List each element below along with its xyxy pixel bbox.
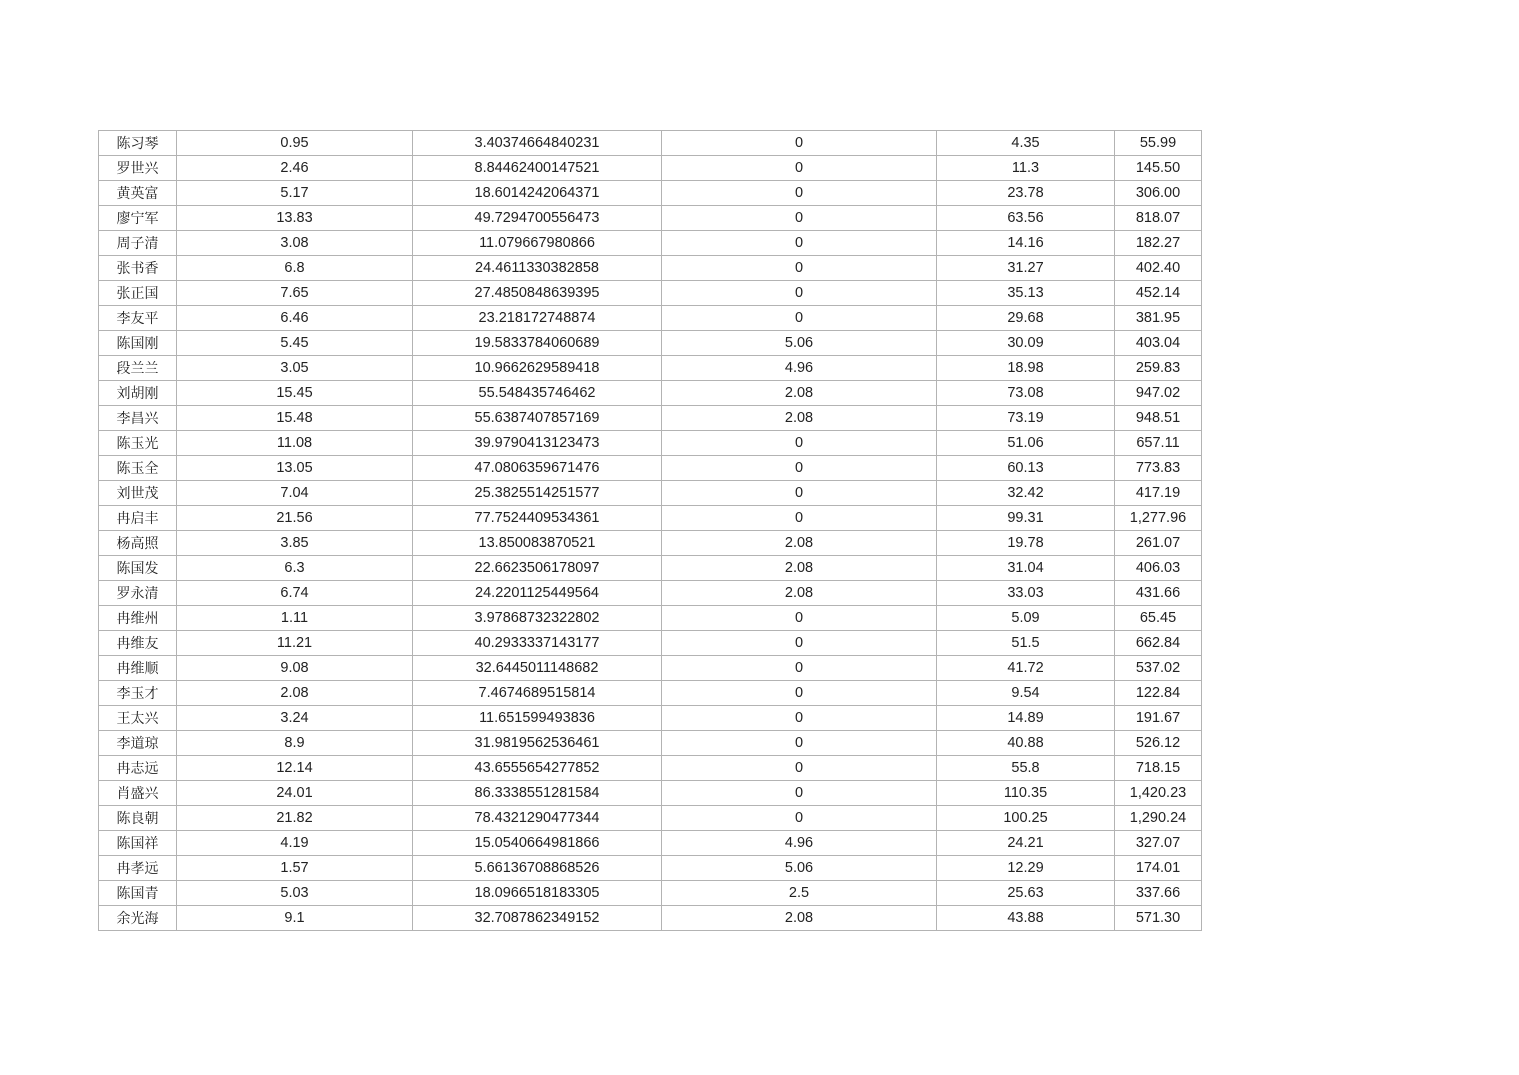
value-cell-2[interactable]: 24.2201125449564: [413, 581, 662, 606]
value-cell-1[interactable]: 21.56: [177, 506, 413, 531]
value-cell-3[interactable]: 2.08: [662, 531, 937, 556]
value-cell-4[interactable]: 31.27: [937, 256, 1115, 281]
value-cell-2[interactable]: 23.218172748874: [413, 306, 662, 331]
value-cell-1[interactable]: 6.74: [177, 581, 413, 606]
value-cell-4[interactable]: 51.5: [937, 631, 1115, 656]
value-cell-2[interactable]: 10.9662629589418: [413, 356, 662, 381]
value-cell-3[interactable]: 0: [662, 506, 937, 531]
value-cell-4[interactable]: 35.13: [937, 281, 1115, 306]
table-row: [99, 181, 1202, 206]
value-cell-2[interactable]: 18.6014242064371: [413, 181, 662, 206]
value-cell-2[interactable]: 47.0806359671476: [413, 456, 662, 481]
name-cell[interactable]: 周子清: [99, 231, 177, 256]
value-cell-4[interactable]: 31.04: [937, 556, 1115, 581]
value-cell-1[interactable]: 7.65: [177, 281, 413, 306]
table-row: [99, 856, 1202, 881]
amount-cell[interactable]: 417.19: [1115, 481, 1202, 506]
value-cell-4[interactable]: 41.72: [937, 656, 1115, 681]
value-cell-1[interactable]: 6.3: [177, 556, 413, 581]
value-cell-4[interactable]: 60.13: [937, 456, 1115, 481]
name-cell[interactable]: 陈国青: [99, 881, 177, 906]
value-cell-4[interactable]: 19.78: [937, 531, 1115, 556]
table-row: [99, 631, 1202, 656]
value-cell-1[interactable]: 1.11: [177, 606, 413, 631]
value-cell-1[interactable]: 2.08: [177, 681, 413, 706]
amount-cell[interactable]: 306.00: [1115, 181, 1202, 206]
value-cell-4[interactable]: 99.31: [937, 506, 1115, 531]
name-cell[interactable]: 冉维州: [99, 606, 177, 631]
amount-cell[interactable]: 122.84: [1115, 681, 1202, 706]
value-cell-3[interactable]: 0: [662, 806, 937, 831]
amount-cell[interactable]: 657.11: [1115, 431, 1202, 456]
name-cell[interactable]: 冉孝远: [99, 856, 177, 881]
value-cell-4[interactable]: 73.19: [937, 406, 1115, 431]
name-cell[interactable]: 罗永清: [99, 581, 177, 606]
value-cell-4[interactable]: 30.09: [937, 331, 1115, 356]
value-cell-2[interactable]: 32.7087862349152: [413, 906, 662, 931]
value-cell-3[interactable]: 0: [662, 231, 937, 256]
spreadsheet-page: [98, 130, 1202, 931]
value-cell-1[interactable]: 3.08: [177, 231, 413, 256]
value-cell-4[interactable]: 5.09: [937, 606, 1115, 631]
table-row: [99, 331, 1202, 356]
value-cell-3[interactable]: 0: [662, 431, 937, 456]
value-cell-3[interactable]: 0: [662, 731, 937, 756]
value-cell-4[interactable]: 14.89: [937, 706, 1115, 731]
amount-cell[interactable]: 431.66: [1115, 581, 1202, 606]
value-cell-2[interactable]: 3.97868732322802: [413, 606, 662, 631]
value-cell-2[interactable]: 39.9790413123473: [413, 431, 662, 456]
table-row: [99, 756, 1202, 781]
value-cell-1[interactable]: 9.1: [177, 906, 413, 931]
amount-cell[interactable]: 327.07: [1115, 831, 1202, 856]
amount-cell[interactable]: 261.07: [1115, 531, 1202, 556]
table-row: [99, 356, 1202, 381]
value-cell-1[interactable]: 3.85: [177, 531, 413, 556]
value-cell-2[interactable]: 24.4611330382858: [413, 256, 662, 281]
table-row: [99, 131, 1202, 156]
value-cell-1[interactable]: 6.8: [177, 256, 413, 281]
value-cell-1[interactable]: 2.46: [177, 156, 413, 181]
value-cell-3[interactable]: 2.08: [662, 556, 937, 581]
name-cell[interactable]: 张正国: [99, 281, 177, 306]
value-cell-1[interactable]: 21.82: [177, 806, 413, 831]
table-row: [99, 706, 1202, 731]
value-cell-4[interactable]: 100.25: [937, 806, 1115, 831]
value-cell-4[interactable]: 23.78: [937, 181, 1115, 206]
value-cell-3[interactable]: 2.08: [662, 381, 937, 406]
value-cell-3[interactable]: 5.06: [662, 331, 937, 356]
value-cell-1[interactable]: 6.46: [177, 306, 413, 331]
amount-cell[interactable]: 191.67: [1115, 706, 1202, 731]
value-cell-1[interactable]: 3.24: [177, 706, 413, 731]
table-row: [99, 206, 1202, 231]
table-row: [99, 281, 1202, 306]
name-cell[interactable]: 王太兴: [99, 706, 177, 731]
table-row: [99, 831, 1202, 856]
table-row: [99, 606, 1202, 631]
value-cell-2[interactable]: 55.548435746462: [413, 381, 662, 406]
value-cell-2[interactable]: 15.0540664981866: [413, 831, 662, 856]
name-cell[interactable]: 陈国祥: [99, 831, 177, 856]
table-row: [99, 231, 1202, 256]
value-cell-1[interactable]: 0.95: [177, 131, 413, 156]
table-row: [99, 306, 1202, 331]
amount-cell[interactable]: 571.30: [1115, 906, 1202, 931]
value-cell-3[interactable]: 0: [662, 656, 937, 681]
value-cell-2[interactable]: 25.3825514251577: [413, 481, 662, 506]
table-row: [99, 506, 1202, 531]
value-cell-4[interactable]: 63.56: [937, 206, 1115, 231]
value-cell-4[interactable]: 55.8: [937, 756, 1115, 781]
name-cell[interactable]: 黄英富: [99, 181, 177, 206]
value-cell-3[interactable]: 2.08: [662, 906, 937, 931]
value-cell-2[interactable]: 11.079667980866: [413, 231, 662, 256]
name-cell[interactable]: 李昌兴: [99, 406, 177, 431]
value-cell-4[interactable]: 14.16: [937, 231, 1115, 256]
value-cell-1[interactable]: 15.48: [177, 406, 413, 431]
value-cell-3[interactable]: 0: [662, 706, 937, 731]
amount-cell[interactable]: 718.15: [1115, 756, 1202, 781]
table-row: [99, 431, 1202, 456]
amount-cell[interactable]: 773.83: [1115, 456, 1202, 481]
value-cell-3[interactable]: 4.96: [662, 831, 937, 856]
value-cell-3[interactable]: 0: [662, 631, 937, 656]
amount-cell[interactable]: 337.66: [1115, 881, 1202, 906]
table-body: [99, 131, 1202, 931]
amount-cell[interactable]: 402.40: [1115, 256, 1202, 281]
table-row: [99, 681, 1202, 706]
table-row: [99, 881, 1202, 906]
value-cell-4[interactable]: 32.42: [937, 481, 1115, 506]
name-cell[interactable]: 李友平: [99, 306, 177, 331]
value-cell-2[interactable]: 43.6555654277852: [413, 756, 662, 781]
name-cell[interactable]: 刘世茂: [99, 481, 177, 506]
value-cell-3[interactable]: 0: [662, 281, 937, 306]
name-cell[interactable]: 余光海: [99, 906, 177, 931]
table-row: [99, 731, 1202, 756]
value-cell-2[interactable]: 27.4850848639395: [413, 281, 662, 306]
value-cell-2[interactable]: 31.9819562536461: [413, 731, 662, 756]
table-row: [99, 256, 1202, 281]
value-cell-4[interactable]: 73.08: [937, 381, 1115, 406]
amount-cell[interactable]: 381.95: [1115, 306, 1202, 331]
value-cell-2[interactable]: 13.850083870521: [413, 531, 662, 556]
name-cell[interactable]: 廖宁军: [99, 206, 177, 231]
name-cell[interactable]: 冉维顺: [99, 656, 177, 681]
name-cell[interactable]: 陈良朝: [99, 806, 177, 831]
name-cell[interactable]: 冉启丰: [99, 506, 177, 531]
name-cell[interactable]: 刘胡刚: [99, 381, 177, 406]
value-cell-4[interactable]: 51.06: [937, 431, 1115, 456]
amount-cell[interactable]: 259.83: [1115, 356, 1202, 381]
value-cell-3[interactable]: 0: [662, 481, 937, 506]
table-row: [99, 656, 1202, 681]
value-cell-2[interactable]: 11.651599493836: [413, 706, 662, 731]
value-cell-3[interactable]: 4.96: [662, 356, 937, 381]
value-cell-4[interactable]: 4.35: [937, 131, 1115, 156]
value-cell-2[interactable]: 7.4674689515814: [413, 681, 662, 706]
table-row: [99, 781, 1202, 806]
name-cell[interactable]: 张书香: [99, 256, 177, 281]
amount-cell[interactable]: 174.01: [1115, 856, 1202, 881]
amount-cell[interactable]: 1,277.96: [1115, 506, 1202, 531]
name-cell[interactable]: 陈国刚: [99, 331, 177, 356]
value-cell-1[interactable]: 5.17: [177, 181, 413, 206]
value-cell-2[interactable]: 78.4321290477344: [413, 806, 662, 831]
value-cell-4[interactable]: 18.98: [937, 356, 1115, 381]
amount-cell[interactable]: 1,290.24: [1115, 806, 1202, 831]
name-cell[interactable]: 冉维友: [99, 631, 177, 656]
value-cell-1[interactable]: 15.45: [177, 381, 413, 406]
value-cell-4[interactable]: 9.54: [937, 681, 1115, 706]
value-cell-4[interactable]: 24.21: [937, 831, 1115, 856]
value-cell-1[interactable]: 4.19: [177, 831, 413, 856]
value-cell-3[interactable]: 0: [662, 131, 937, 156]
amount-cell[interactable]: 145.50: [1115, 156, 1202, 181]
value-cell-3[interactable]: 0: [662, 456, 937, 481]
value-cell-4[interactable]: 25.63: [937, 881, 1115, 906]
amount-cell[interactable]: 947.02: [1115, 381, 1202, 406]
amount-cell[interactable]: 403.04: [1115, 331, 1202, 356]
table-row: [99, 456, 1202, 481]
table-row: [99, 581, 1202, 606]
value-cell-2[interactable]: 32.6445011148682: [413, 656, 662, 681]
value-cell-2[interactable]: 22.6623506178097: [413, 556, 662, 581]
value-cell-1[interactable]: 11.08: [177, 431, 413, 456]
amount-cell[interactable]: 662.84: [1115, 631, 1202, 656]
value-cell-2[interactable]: 3.40374664840231: [413, 131, 662, 156]
value-cell-1[interactable]: 1.57: [177, 856, 413, 881]
value-cell-4[interactable]: 33.03: [937, 581, 1115, 606]
table-row: [99, 381, 1202, 406]
value-cell-3[interactable]: 0: [662, 681, 937, 706]
value-cell-4[interactable]: 29.68: [937, 306, 1115, 331]
name-cell[interactable]: 陈国发: [99, 556, 177, 581]
value-cell-4[interactable]: 40.88: [937, 731, 1115, 756]
name-cell[interactable]: 段兰兰: [99, 356, 177, 381]
value-cell-2[interactable]: 5.66136708868526: [413, 856, 662, 881]
name-cell[interactable]: 罗世兴: [99, 156, 177, 181]
value-cell-4[interactable]: 11.3: [937, 156, 1115, 181]
value-cell-3[interactable]: 2.5: [662, 881, 937, 906]
amount-cell[interactable]: 526.12: [1115, 731, 1202, 756]
amount-cell[interactable]: 948.51: [1115, 406, 1202, 431]
value-cell-1[interactable]: 13.83: [177, 206, 413, 231]
value-cell-2[interactable]: 49.7294700556473: [413, 206, 662, 231]
value-cell-2[interactable]: 19.5833784060689: [413, 331, 662, 356]
value-cell-3[interactable]: 0: [662, 256, 937, 281]
value-cell-1[interactable]: 13.05: [177, 456, 413, 481]
value-cell-3[interactable]: 0: [662, 756, 937, 781]
value-cell-1[interactable]: 9.08: [177, 656, 413, 681]
value-cell-2[interactable]: 55.6387407857169: [413, 406, 662, 431]
name-cell[interactable]: 李道琼: [99, 731, 177, 756]
value-cell-1[interactable]: 12.14: [177, 756, 413, 781]
name-cell[interactable]: 冉志远: [99, 756, 177, 781]
value-cell-1[interactable]: 11.21: [177, 631, 413, 656]
data-table: [98, 130, 1202, 931]
amount-cell[interactable]: 452.14: [1115, 281, 1202, 306]
value-cell-2[interactable]: 77.7524409534361: [413, 506, 662, 531]
value-cell-1[interactable]: 24.01: [177, 781, 413, 806]
value-cell-1[interactable]: 7.04: [177, 481, 413, 506]
value-cell-2[interactable]: 86.3338551281584: [413, 781, 662, 806]
table-row: [99, 531, 1202, 556]
value-cell-3[interactable]: 0: [662, 606, 937, 631]
value-cell-3[interactable]: 5.06: [662, 856, 937, 881]
value-cell-3[interactable]: 0: [662, 156, 937, 181]
amount-cell[interactable]: 182.27: [1115, 231, 1202, 256]
value-cell-3[interactable]: 2.08: [662, 406, 937, 431]
value-cell-3[interactable]: 0: [662, 181, 937, 206]
name-cell[interactable]: 陈习琴: [99, 131, 177, 156]
value-cell-1[interactable]: 3.05: [177, 356, 413, 381]
table-row: [99, 406, 1202, 431]
amount-cell[interactable]: 537.02: [1115, 656, 1202, 681]
amount-cell[interactable]: 406.03: [1115, 556, 1202, 581]
table-row: [99, 806, 1202, 831]
name-cell[interactable]: 陈玉全: [99, 456, 177, 481]
name-cell[interactable]: 杨高照: [99, 531, 177, 556]
name-cell[interactable]: 肖盛兴: [99, 781, 177, 806]
table-row: [99, 906, 1202, 931]
table-row: [99, 556, 1202, 581]
name-cell[interactable]: 李玉才: [99, 681, 177, 706]
table-row: [99, 481, 1202, 506]
amount-cell[interactable]: 818.07: [1115, 206, 1202, 231]
value-cell-3[interactable]: 2.08: [662, 581, 937, 606]
value-cell-1[interactable]: 5.45: [177, 331, 413, 356]
name-cell[interactable]: 陈玉光: [99, 431, 177, 456]
value-cell-4[interactable]: 12.29: [937, 856, 1115, 881]
value-cell-4[interactable]: 43.88: [937, 906, 1115, 931]
value-cell-3[interactable]: 0: [662, 206, 937, 231]
value-cell-4[interactable]: 110.35: [937, 781, 1115, 806]
value-cell-2[interactable]: 40.2933337143177: [413, 631, 662, 656]
value-cell-1[interactable]: 5.03: [177, 881, 413, 906]
value-cell-2[interactable]: 8.84462400147521: [413, 156, 662, 181]
amount-cell[interactable]: 65.45: [1115, 606, 1202, 631]
table-row: [99, 156, 1202, 181]
value-cell-2[interactable]: 18.0966518183305: [413, 881, 662, 906]
amount-cell[interactable]: 1,420.23: [1115, 781, 1202, 806]
value-cell-3[interactable]: 0: [662, 306, 937, 331]
value-cell-1[interactable]: 8.9: [177, 731, 413, 756]
amount-cell[interactable]: 55.99: [1115, 131, 1202, 156]
value-cell-3[interactable]: 0: [662, 781, 937, 806]
